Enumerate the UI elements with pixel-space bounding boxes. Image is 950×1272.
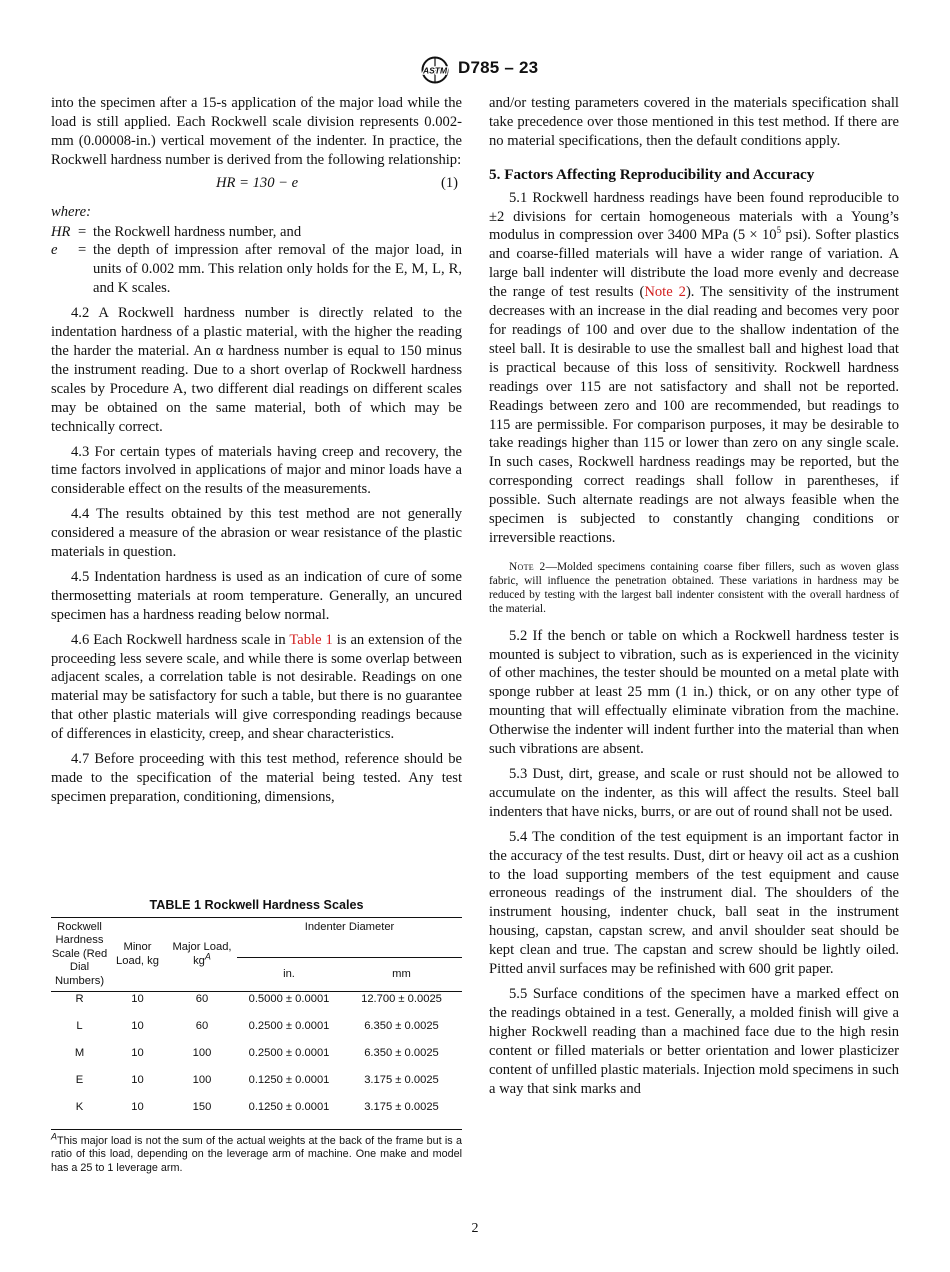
cell-minor: 10 (131, 1047, 144, 1059)
note-2-label: Note 2 (509, 560, 546, 573)
table-row (51, 992, 462, 1021)
table-footnote (51, 1131, 462, 1175)
header-major-load-text: Major Load, kg (172, 940, 232, 967)
table-1 (51, 898, 462, 1175)
paragraph-5-1-text: 5.1 Rockwell hardness readings have been found reproducible to ±2 divisions for certain homogeneous materials with a Young’s modulus in compression over 3400 MPa (5 × 10 (489, 189, 899, 244)
paragraph-4-3: 4.3 For certain types of materials having creep and recovery, the time factors involved in applications of major and minor loads have a considerable effect on the results of the measurements. (51, 443, 462, 498)
svg-text:ASTM: ASTM (422, 65, 448, 76)
intro-paragraph: into the specimen after a 15-s application of the major load while the load is still applied. Each Rockwell scale division represents 0.002-mm (0.00008-in.) vertical movement of the indenter. In practice, the Rockwell hardness number is derived from the following relationship: (51, 95, 462, 168)
cell-mm: 3.175 ± 0.0025 (341, 1101, 462, 1130)
definition-text: the Rockwell hardness number, and (93, 223, 302, 240)
page-header (0, 56, 950, 84)
header-indenter-diameter: Indenter Diameter (237, 918, 462, 958)
cell-minor: 10 (131, 1020, 144, 1032)
footnote-mark: A (204, 950, 211, 961)
cell-major: 150 (167, 1101, 237, 1130)
paragraph-4-4: 4.4 The results obtained by this test method are not generally considered a measure of the abrasion or wear resistance of the plastic materials in question. (51, 506, 462, 561)
paragraph-5-2: 5.2 If the bench or table on which a Rockwell hardness tester is mounted is subject to vibration, such as is experienced in the vicinity of other machines, the tester should be mounted on a metal plate with sponge rubber at least 25 mm (1 in.) thick, or on any other type of mounting that will effectually eliminate vibration from the machine. Otherwise the indenter will indent further into the material than when such vibrations are absent. (489, 627, 899, 758)
table-row (51, 1020, 462, 1047)
paragraph-4-2: 4.2 A Rockwell hardness number is directly related to the indentation hardness of a plastic material, with the higher the reading the harder the material. An α hardness number is equal to 150 minus the instrument reading. Due to a short overlap of Rockwell hardness scales by Procedure A, two different dial readings on different scales may be obtained on the same material, both of which may be technically correct. (51, 305, 462, 435)
header-in: in. (237, 958, 341, 992)
note-2-link[interactable]: Note 2 (644, 284, 686, 301)
rockwell-scales-table (51, 917, 462, 1130)
section-5-heading: 5. Factors Affecting Reproducibility and Accuracy (489, 165, 815, 183)
cell-in: 0.1250 ± 0.0001 (248, 1074, 330, 1086)
table-row (51, 1101, 462, 1130)
table-caption: TABLE 1 Rockwell Hardness Scales (149, 898, 364, 912)
paragraph-5-1-text: ). The sensitivity of the instrument decreases with an increase in the dial reading and becomes very poor for readings of 100 and over due to the shallow indentation of the steel ball. It is desirable to use the smallest ball and highest load that is practical because of this loss of sensitivity. Rockwell hardness readings over 115 are not satisfactory and shall not be reported. Readings between zero and 100 are recommended, but readings to 115 are permissible. For comparison purposes, it may be desirable to take readings higher than 115 or lower than zero on any single scale. In such cases, Rockwell hardness readings may be reported, but the corresponding correct readings shall follow in parentheses, if possible. Such alternate readings are not always feasible when the specimen is subjected to constantly changing conditions or irreversible reactions. (489, 284, 899, 546)
note-2 (489, 560, 899, 617)
cell-minor: 10 (108, 992, 167, 1021)
note-2-text: —Molded specimens containing coarse fiber fillers, such as woven glass fabric, will influence the penetration obtained. These variations in hardness may be reduced by testing with the largest ball indenter consistent with the overall hardness of the material. (489, 560, 899, 616)
page-number: 2 (471, 1221, 479, 1236)
paragraph-5-5: 5.5 Surface conditions of the specimen have a marked effect on the readings obtained in a test. Generally, a molded finish will give a higher Rockwell reading than a machined face due to the high resin content or filled materials or better orientation and lower plasticizer content of unfilled plastic materials. Injection mold specimens in such a way that sink marks and (489, 985, 899, 1097)
table-row (51, 1047, 462, 1074)
table-row (51, 1074, 462, 1101)
equation-expression: HR = 130 − e (216, 174, 299, 191)
cell-in: 0.5000 ± 0.0001 (237, 992, 341, 1021)
definition-equals: = (78, 223, 87, 240)
cell-minor: 10 (131, 1074, 144, 1086)
cell-scale: M (74, 1047, 85, 1059)
cell-mm: 12.700 ± 0.0025 (341, 992, 462, 1021)
paragraph-4-6-text: is an extension of the proceeding less severe scale, and while there is some overlap between adjacent scales, a correlation table is not desirable. Readings on one material may be satisfactory for such a table, but there is no guarantee that other plastic materials will give corresponding readings because of differences in elasticity, creep, and shear characteristics. (51, 631, 462, 743)
cell-major: 60 (195, 1020, 209, 1032)
paragraph-5-1 (489, 189, 899, 548)
left-column (51, 94, 462, 807)
paragraph-5-4: 5.4 The condition of the test equipment is an important factor in the accuracy of the test results. Dust, dirt or heavy oil act as a cushion to the load supporting members of the test equipment and cause erroneous readings of the instrument dial. The shoulders of the instrument housing, indenter chuck, ball seat in the instrument housing, capstan, capstan screw, and anvil shoulder seat should be kept clean and true. The capstan and screw should be lightly oiled. Pitted anvil surfaces may be refinished with 600 grit paper. (489, 828, 899, 978)
definition-list (51, 223, 462, 299)
exponent: 5 (776, 225, 782, 236)
header-major-load (167, 918, 237, 992)
cell-scale: K (51, 1101, 108, 1130)
footnote-mark: A (51, 1131, 58, 1142)
header-minor-load: Minor Load, kg (108, 918, 167, 992)
cell-in: 0.2500 ± 0.0001 (248, 1047, 330, 1059)
continued-paragraph: and/or testing parameters covered in the materials specification shall take precedence over those mentioned in this test method. If there are no material specifications, then the default conditions apply. (489, 95, 899, 149)
footnote-text: This major load is not the sum of the actual weights at the back of the frame but is a ratio of this load, depending on the leverage arm of machine. One make and model has a 25 to 1 leverage arm. (51, 1135, 462, 1174)
where-label: where: (51, 203, 91, 220)
cell-scale: E (75, 1074, 84, 1086)
cell-mm: 6.350 ± 0.0025 (364, 1020, 439, 1032)
cell-mm: 6.350 ± 0.0025 (364, 1047, 439, 1059)
right-column (489, 94, 899, 1098)
paragraph-4-5: 4.5 Indentation hardness is used as an indication of cure of some thermosetting materials at room temperature. Generally, an uncured specimen has a hardness reading below normal. (51, 568, 462, 623)
definition-text: the depth of impression after removal of the major load, in units of 0.002 mm. This relation only holds for the E, M, L, R, and K scales. (93, 242, 462, 297)
paragraph-4-7: 4.7 Before proceeding with this test method, reference should be made to the specification of the material being tested. Any test specimen preparation, conditioning, dimensions, (51, 751, 462, 805)
cell-in: 0.2500 ± 0.0001 (248, 1020, 330, 1032)
cell-scale: R (51, 992, 108, 1021)
paragraph-4-6 (51, 631, 462, 744)
table-1-link[interactable]: Table 1 (289, 631, 333, 648)
paragraph-4-6-text: 4.6 Each Rockwell hardness scale in (71, 631, 290, 648)
header-scale: Rockwell Hardness Scale (Red Dial Numbers) (51, 918, 108, 992)
equation-1 (51, 174, 462, 194)
cell-scale: L (76, 1020, 83, 1032)
cell-minor: 10 (108, 1101, 167, 1130)
designation-title: D785 – 23 (458, 58, 539, 77)
definition-symbol: e (51, 242, 58, 259)
cell-major: 100 (192, 1074, 212, 1086)
definition-symbol: HR (51, 223, 71, 240)
paragraph-5-1-text: psi). Softer plastics and coarse-filled materials will have a wider range of variation. A large ball indenter will distribute the load more evenly and decrease the range of test results ( (489, 227, 899, 301)
cell-in: 0.1250 ± 0.0001 (237, 1101, 341, 1130)
cell-major: 60 (167, 992, 237, 1021)
paragraph-5-3: 5.3 Dust, dirt, grease, and scale or rust should not be allowed to accumulate on the indenter, as this will affect the results. Steel ball indenters that have nicks, burrs, or are out of round shall not be used. (489, 766, 899, 820)
definition-equals: = (78, 242, 87, 259)
astm-logo-icon (416, 56, 454, 84)
cell-mm: 3.175 ± 0.0025 (364, 1074, 439, 1086)
cell-major: 100 (192, 1047, 212, 1059)
equation-number: (1) (440, 174, 458, 191)
header-mm: mm (341, 958, 462, 992)
